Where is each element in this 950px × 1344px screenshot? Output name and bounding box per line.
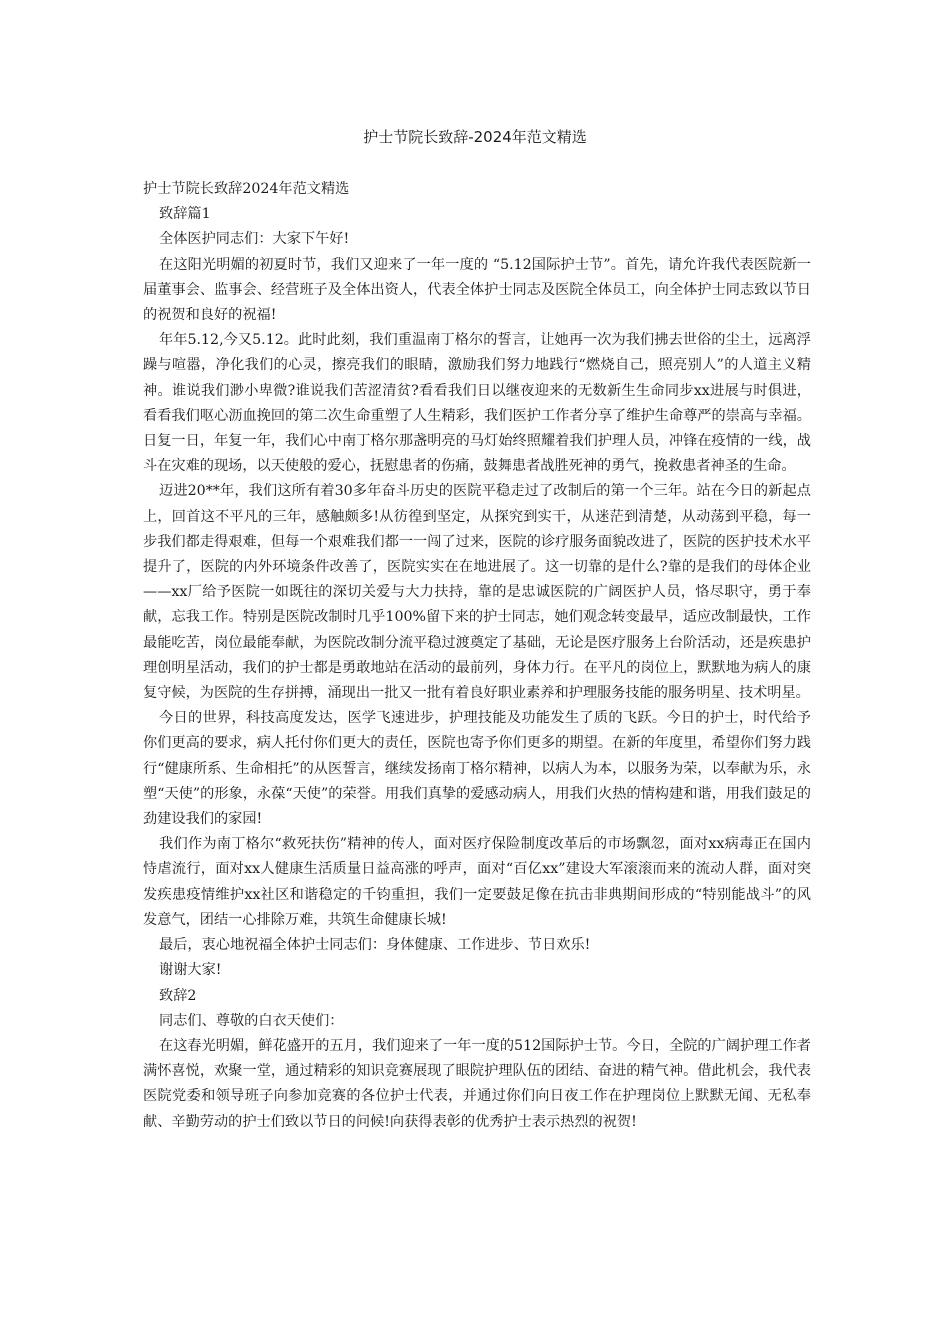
page-title: 护士节院长致辞-2024年范文精选	[363, 128, 587, 146]
greeting: 同志们、尊敬的白衣天使们：	[159, 1012, 344, 1029]
paragraph: 在这阳光明媚的初夏时节，我们又迎来了一年一度的 “5.12国际护士节”。首先，请允许我代表医院新一届董事会、监事会、经营班子及全体出资人，代表全体护士同志及医院全体员工，向全体护士同志致以节日的祝贺和良好的祝福!	[143, 256, 811, 324]
section-heading: 致辞2	[159, 987, 197, 1004]
paragraph: 迈进20**年，我们这所有着30多年奋斗历史的医院平稳走过了改制后的第一个三年。站在今日的新起点上，回首这不平凡的三年，感触颇多!从彷徨到坚定，从探究到实干，从迷茫到清楚，从动荡到平稳，每一步我们都走得艰难，但每一个艰难我们都一一闯了过来，医院的诊疗服务面貌改进了，医院的医护技术水平提升了，医院的内外环境条件改善了，医院实实在在地进展了。这一切靠的是什么?靠的是我们的母体企业——xx厂给予医院一如既往的深切关爱与大力扶持，靠的是忠诚医院的广阔医护人员，恪尽职守，勇于奉献，忘我工作。特别是医院改制时几乎100%留下来的护士同志，她们观念转变最早，适应改制最快，工作最能吃苦，岗位最能奉献，为医院改制分流平稳过渡奠定了基础，无论是医疗服务上台阶活动，还是疾患护理创明星活动，我们的护士都是勇敢地站在活动的最前列，身体力行。在平凡的岗位上，默默地为病人的康复守候，为医院的生存拼搏，涌现出一批又一批有着良好职业素养和护理服务技能的服务明星、技术明星。	[143, 483, 811, 702]
paragraph: 年年5.12,今又5.12。此时此刻，我们重温南丁格尔的誓言，让她再一次为我们拂去世俗的尘土，远离浮躁与喧嚣，净化我们的心灵，擦亮我们的眼睛，激励我们努力地践行“燃烧自己，照亮别人”的人道主义精神。谁说我们渺小卑微?谁说我们苦涩清贫?看看我们日以继夜迎来的无数新生生命同步xx进展与时俱进，看看我们呕心沥血挽回的第二次生命重塑了人生精彩，我们医护工作者分享了维护生命尊严的崇高与幸福。日复一日，年复一年，我们心中南丁格尔那盏明亮的马灯始终照耀着我们护理人员，冲锋在疫情的一线，战斗在灾难的现场，以天使般的爱心，抚慰患者的伤痛，鼓舞患者战胜死神的勇气，挽救患者神圣的生命。	[143, 332, 811, 475]
closing-line: 最后，衷心地祝福全体护士同志们：身体健康、工作进步、节日欢乐!	[159, 937, 591, 954]
thanks-line: 谢谢大家!	[159, 962, 222, 979]
paragraph: 今日的世界，科技高度发达，医学飞速进步，护理技能及功能发生了质的飞跃。今日的护士，时代给予你们更高的要求，病人托付你们更大的责任，医院也寄予你们更多的期望。在新的年度里，希望你们努力践行“健康所系、生命相托”的从医誓言，继续发扬南丁格尔精神，以病人为本，以服务为荣，以奉献为乐，永塑“天使”的形象，永葆“天使”的荣誉。用我们真挚的爱感动病人，用我们火热的情构建和谐，用我们鼓足的劲建设我们的家园!	[143, 710, 811, 828]
document-body	[143, 177, 811, 1135]
section-heading: 致辞篇1	[159, 206, 211, 223]
greeting: 全体医护同志们：大家下午好!	[159, 231, 350, 248]
document-heading: 护士节院长致辞2024年范文精选	[143, 181, 350, 197]
paragraph: 在这春光明媚，鲜花盛开的五月，我们迎来了一年一度的512国际护士节。今日，全院的广阔护理工作者满怀喜悦，欢聚一堂，通过精彩的知识竞赛展现了眼院护理队伍的团结、奋进的精气神。借此机会，我代表医院党委和领导班子向参加竞赛的各位护士代表，并通过你们向日夜工作在护理岗位上默默无闻、无私奉献、辛勤劳动的护士们致以节日的问候!向获得表彰的优秀护士表示热烈的祝贺!	[143, 1037, 811, 1130]
paragraph: 我们作为南丁格尔“救死扶伤”精神的传人，面对医疗保险制度改革后的市场飘忽，面对xx病毒正在国内恃虐流行，面对xx人健康生活质量日益高涨的呼声，面对“百亿xx”建设大军滚滚而来的流动人群，面对突发疾患疫情维护xx社区和谐稳定的千钧重担，我们一定要鼓足像在抗击非典期间形成的“特别能战斗”的风发意气，团结一心排除万难，共筑生命健康长城!	[143, 836, 811, 928]
